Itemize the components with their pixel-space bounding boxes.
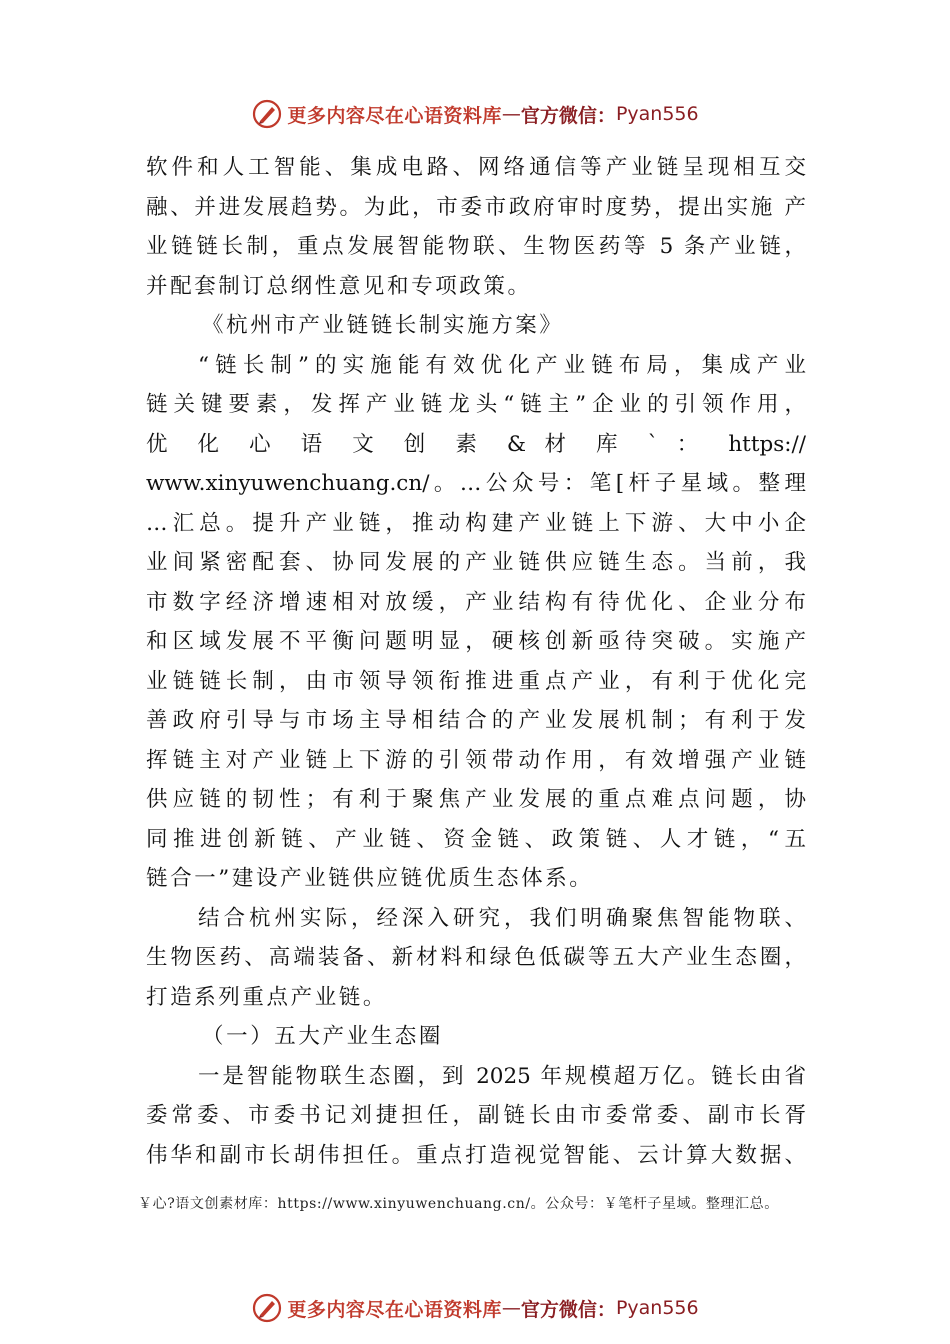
body-line: 委常委、市委书记刘捷担任，副链长由市委常委、副市长胥 [146, 1103, 806, 1128]
pen-logo-icon [251, 98, 283, 130]
body-line: 一是智能物联生态圈，到 2025 年规模超万亿。链长由省 [198, 1063, 806, 1089]
watermark-line: www.xinyuwenchuang.cn/。…公众号：笔[杆子星域。整理 [146, 471, 806, 496]
body-line: 和区域发展不平衡问题明显，硬核创新亟待突破。实施产 [146, 629, 806, 654]
body-line: 软件和人工智能、集成电路、网络通信等产业链呈现相互交 [146, 155, 806, 180]
body-line: 业间紧密配套、协同发展的产业链供应链生态。当前，我 [146, 550, 806, 575]
body-line: 融、并进发展趋势。为此，市委市政府审时度势，提出实施 产 [146, 194, 806, 220]
banner-main-text: 更多内容尽在心语资料库 [287, 1298, 502, 1321]
body-line: …汇总。提升产业链，推动构建产业链上下游、大中小企 [146, 510, 806, 536]
document-body [146, 148, 806, 1175]
body-line: 链关键要素，发挥产业链龙头“链主”企业的引领作用， [146, 392, 806, 417]
body-line: 并配套制订总纲性意见和专项政策。 [146, 273, 532, 299]
banner-separator: — [501, 1297, 521, 1319]
footnote-watermark: ￥心?语文创素材库：https://www.xinyuwenchuang.cn/。公众号：￥笔杆子星域。整理汇总。 [138, 1196, 779, 1212]
body-line: 业链链长制，由市领导领衔推进重点产业，有利于优化完 [146, 668, 806, 694]
banner-wechat-id: Pyan556 [615, 103, 699, 125]
body-line: 链合一”建设产业链供应链优质生态体系。 [146, 866, 594, 891]
document-title-reference: 《杭州市产业链链长制实施方案》 [202, 313, 564, 338]
banner-wechat-label: 官方微信： [520, 1298, 616, 1321]
footer-banner [0, 1290, 950, 1326]
body-line: 同推进创新链、产业链、资金链、政策链、人才链，“五 [146, 826, 806, 852]
header-banner [0, 96, 950, 132]
body-line: 业链链长制，重点发展智能物联、生物医药等 5 条产业链， [146, 234, 806, 259]
banner-wechat-id: Pyan556 [615, 1297, 699, 1319]
banner-main-text: 更多内容尽在心语资料库 [287, 104, 502, 127]
body-line: 市数字经济增速相对放缓，产业结构有待优化、企业分布 [146, 589, 806, 615]
body-line: 供应链的韧性；有利于聚焦产业发展的重点难点问题，协 [146, 787, 806, 812]
body-line: 善政府引导与市场主导相结合的产业发展机制；有利于发 [146, 708, 806, 733]
section-heading: （一）五大产业生态圈 [202, 1024, 444, 1049]
body-line: 挥链主对产业链上下游的引领带动作用，有效增强产业链 [146, 747, 806, 773]
body-line: 结合杭州实际，经深入研究，我们明确聚焦智能物联、 [198, 905, 806, 931]
body-line: 生物医药、高端装备、新材料和绿色低碳等五大产业生态圈， [146, 945, 806, 970]
body-line: 打造系列重点产业链。 [146, 984, 388, 1010]
watermark-line: 优 化 心 语 文 创 素 & 材 库 ` ： https:// [146, 431, 806, 457]
banner-separator: — [501, 103, 521, 125]
pen-logo-icon [251, 1292, 283, 1324]
banner-wechat-label: 官方微信： [520, 104, 616, 127]
body-line: 伟华和副市长胡伟担任。重点打造视觉智能、云计算大数据、 [146, 1142, 806, 1168]
body-line: “链长制”的实施能有效优化产业链布局，集成产业 [198, 352, 806, 378]
